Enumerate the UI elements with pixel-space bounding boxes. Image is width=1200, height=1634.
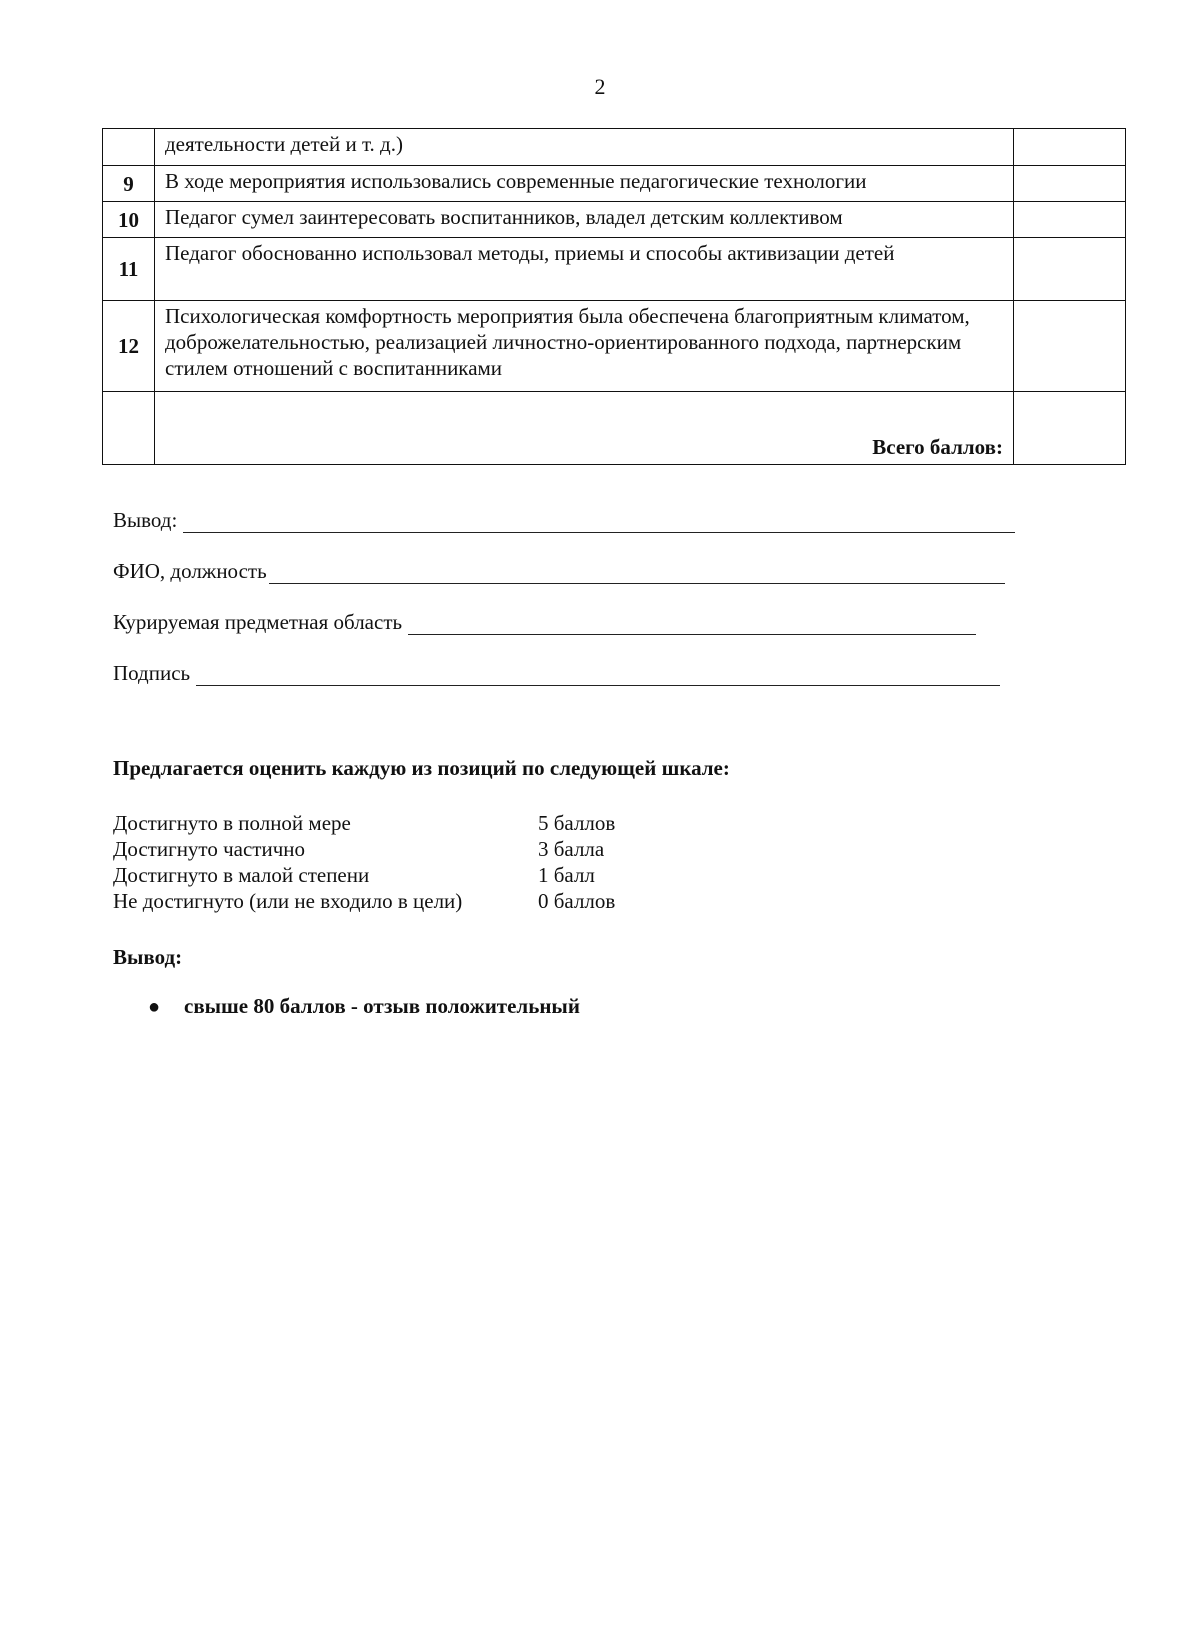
signature-input[interactable] (196, 663, 1000, 686)
scale-title: Предлагается оценить каждую из позиций по следующей шкале: (113, 756, 730, 780)
name-position-label: ФИО, должность (113, 559, 267, 583)
conclusion-input[interactable] (183, 510, 1015, 533)
table-row (103, 301, 1126, 392)
scale-row (113, 862, 615, 888)
signature-label: Подпись (113, 661, 191, 685)
table-row (103, 238, 1126, 301)
signature-field (113, 661, 1000, 686)
total-row (103, 392, 1126, 465)
conclusion-label: Вывод: (113, 508, 178, 532)
score-cell[interactable] (1014, 301, 1126, 392)
conclusion-item-text: свыше 80 баллов - отзыв положительный (184, 994, 580, 1018)
conclusion-title: Вывод: (113, 945, 183, 969)
subject-area-label: Курируемая предметная область (113, 610, 403, 634)
scale-row (113, 836, 615, 862)
subject-area-input[interactable] (408, 612, 976, 635)
score-cell[interactable] (1014, 166, 1126, 202)
criterion-text: Педагог обоснованно использовал методы, приемы и способы активизации детей (155, 238, 1014, 301)
criterion-text: Педагог сумел заинтересовать воспитанников, владел детским коллективом (155, 202, 1014, 238)
score-cell[interactable] (1014, 129, 1126, 166)
scale-level: Не достигнуто (или не входило в цели) (113, 889, 463, 913)
scale-row (113, 810, 615, 836)
score-cell[interactable] (1014, 238, 1126, 301)
criterion-text: В ходе мероприятия использовались современные педагогические технологии (155, 166, 1014, 202)
scale-level: Достигнуто частично (113, 837, 306, 861)
scale-row (113, 888, 615, 914)
subject-area-field (113, 610, 976, 635)
name-position-input[interactable] (269, 561, 1005, 584)
scale-points: 3 балла (538, 837, 605, 861)
criterion-text: Психологическая комфортность мероприятия была обеспечена благоприятным климатом, доброжелательностью, реализацией личностно-ориентированного подхода, партнерским стилем отношений с воспитанниками (155, 301, 1014, 392)
bullet-icon: ● (148, 996, 161, 1018)
criteria-table (102, 128, 1126, 465)
table-row (103, 202, 1126, 238)
scale-points: 1 балл (538, 863, 595, 887)
page-number: 2 (594, 74, 606, 99)
scale-level: Достигнуто в полной мере (113, 811, 351, 835)
scale-table (113, 810, 615, 914)
row-number: 11 (103, 238, 155, 301)
score-cell[interactable] (1014, 202, 1126, 238)
total-score-cell[interactable] (1014, 392, 1126, 465)
scale-points: 5 баллов (538, 811, 616, 835)
table-row (103, 166, 1126, 202)
row-number: 10 (103, 202, 155, 238)
conclusion-list-item (148, 994, 580, 1019)
row-number: 9 (103, 166, 155, 202)
row-number (103, 392, 155, 465)
row-number (103, 129, 155, 166)
total-label: Всего баллов: (155, 392, 1014, 465)
conclusion-field (113, 508, 1015, 533)
scale-level: Достигнуто в малой степени (113, 863, 370, 887)
scale-points: 0 баллов (538, 889, 616, 913)
name-position-field (113, 559, 1005, 584)
criterion-text: деятельности детей и т. д.) (155, 129, 1014, 166)
row-number: 12 (103, 301, 155, 392)
table-row (103, 129, 1126, 166)
